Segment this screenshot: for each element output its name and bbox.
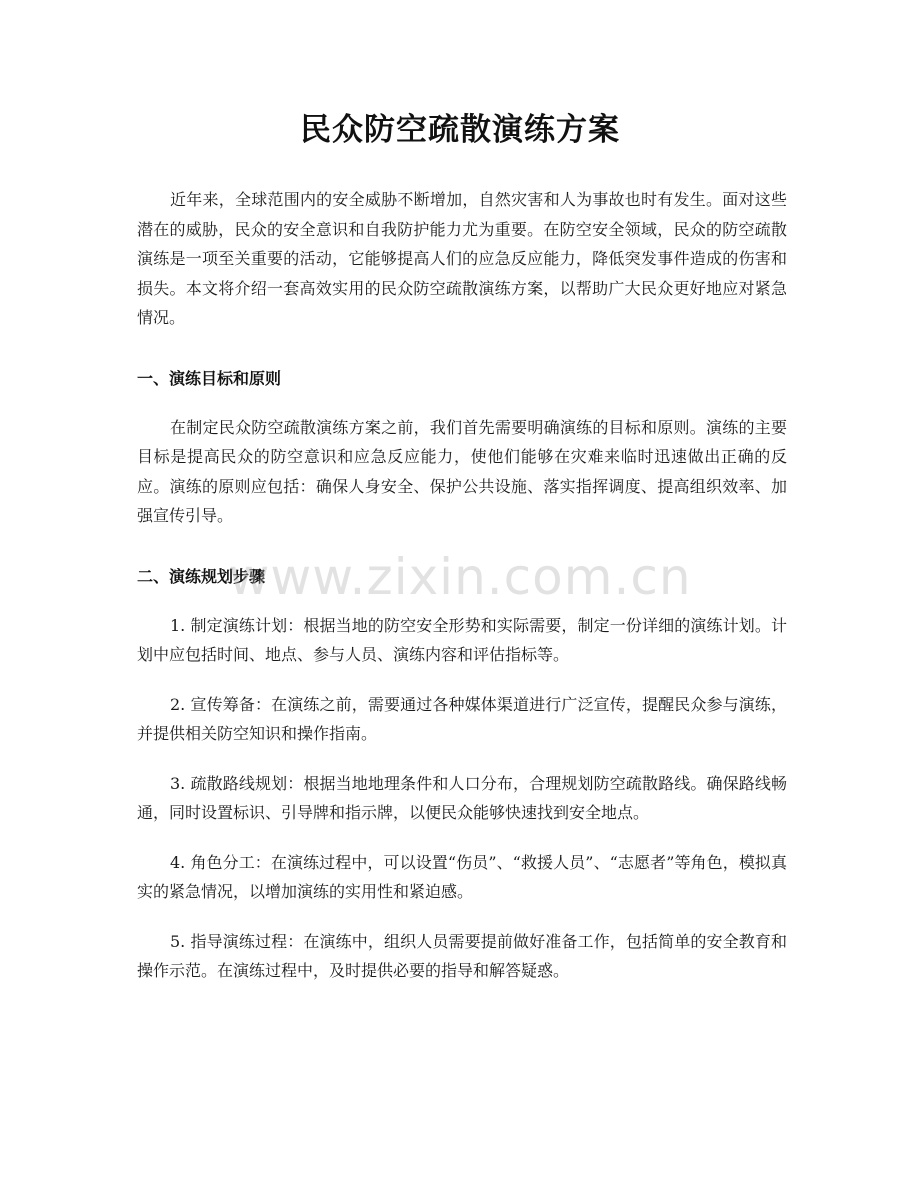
- spacer: [137, 670, 787, 690]
- spacer: [137, 828, 787, 848]
- section-paragraph-goals: 在制定民众防空疏散演练方案之前，我们首先需要明确演练的目标和原则。演练的主要目标是提高民众的防空意识和应急反应能力，使他们能够在灾难来临时迅速做出正确的反应。演练的原则应包括：确保人身安全、保护公共设施、落实指挥调度、提高组织效率、加强宣传引导。: [137, 417, 787, 525]
- intro-paragraph: 近年来，全球范围内的安全威胁不断增加，自然灾害和人为事故也时有发生。面对这些潜在的威胁，民众的安全意识和自我防护能力尤为重要。在防空安全领域，民众的防空疏散演练是一项至关重要的活动，它能够提高人们的应急反应能力，降低突发事件造成的伤害和损失。本文将介绍一套高效实用的民众防空疏散演练方案，以帮助广大民众更好地应对紧急情况。: [137, 190, 787, 327]
- step-item-5: 5. 指导演练过程：在演练中，组织人员需要提前做好准备工作，包括简单的安全教育和操作示范。在演练过程中，及时提供必要的指导和解答疑惑。: [137, 931, 787, 980]
- spacer: [137, 333, 787, 367]
- step-item-3: 3. 疏散路线规划：根据当地地理条件和人口分布，合理规划防空疏散路线。确保路线畅通，同时设置标识、引导牌和指示牌，以便民众能够快速找到安全地点。: [137, 773, 787, 822]
- spacer: [137, 907, 787, 927]
- document-body: [137, 185, 787, 986]
- spacer: [137, 749, 787, 769]
- section-heading-goals: 一、演练目标和原则: [137, 368, 282, 388]
- step-item-1: 1. 制定演练计划：根据当地的防空安全形势和实际需要，制定一份详细的演练计划。计划中应包括时间、地点、参与人员、演练内容和评估指标等。: [137, 615, 787, 664]
- step-item-4: 4. 角色分工：在演练过程中，可以设置“伤员”、“救援人员”、“志愿者”等角色，模拟真实的紧急情况，以增加演练的实用性和紧迫感。: [137, 852, 787, 901]
- watermark: www.zixin.com.cn: [228, 548, 692, 606]
- step-item-2: 2. 宣传筹备：在演练之前，需要通过各种媒体渠道进行广泛宣传，提醒民众参与演练，并提供相关防空知识和操作指南。: [137, 694, 787, 743]
- spacer: [137, 531, 787, 565]
- page-title: 民众防空疏散演练方案: [300, 112, 620, 148]
- section-heading-steps: 二、演练规划步骤: [137, 566, 266, 586]
- spacer: [137, 391, 787, 413]
- spacer: [137, 589, 787, 611]
